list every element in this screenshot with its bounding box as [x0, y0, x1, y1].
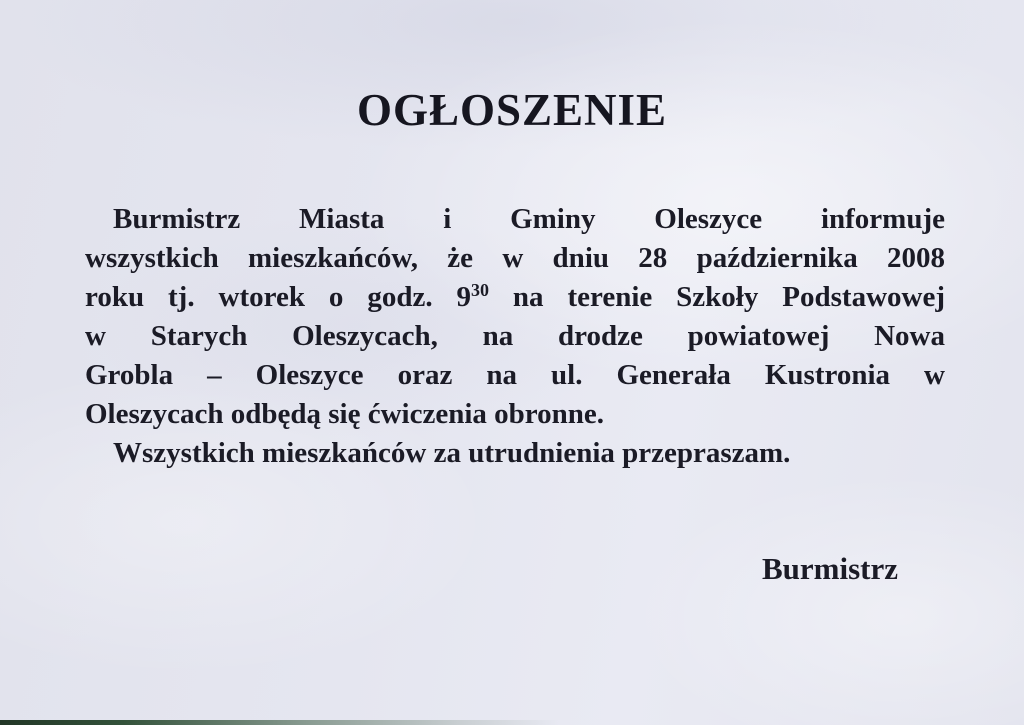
- body-line-4: w Starych Oleszycach, na drodze powiatowej Nowa: [85, 320, 945, 352]
- body-line-1: Burmistrz Miasta i Gminy Oleszyce informuje: [113, 203, 945, 235]
- body-line-3-before-sup: roku tj. wtorek o godz. 9: [85, 281, 471, 313]
- notice-title: OGŁOSZENIE: [356, 85, 668, 135]
- signature: Burmistrz: [761, 551, 898, 586]
- body-line-6: Oleszycach odbędą się ćwiczenia obronne.: [85, 398, 605, 430]
- body-line-3-after-sup: na terenie Szkoły Podstawowej: [488, 281, 945, 313]
- notice-body: [85, 200, 945, 473]
- body-line-7: Wszystkich mieszkańców za utrudnienia przepraszam.: [113, 437, 791, 469]
- body-line-3: [85, 278, 945, 317]
- body-line-2: wszystkich mieszkańców, że w dniu 28 października 2008: [85, 242, 945, 274]
- scan-edge-artifact: [0, 720, 560, 725]
- superscript-time: 30: [471, 280, 489, 300]
- body-line-5: Grobla – Oleszyce oraz na ul. Generała Kustronia w: [85, 359, 945, 391]
